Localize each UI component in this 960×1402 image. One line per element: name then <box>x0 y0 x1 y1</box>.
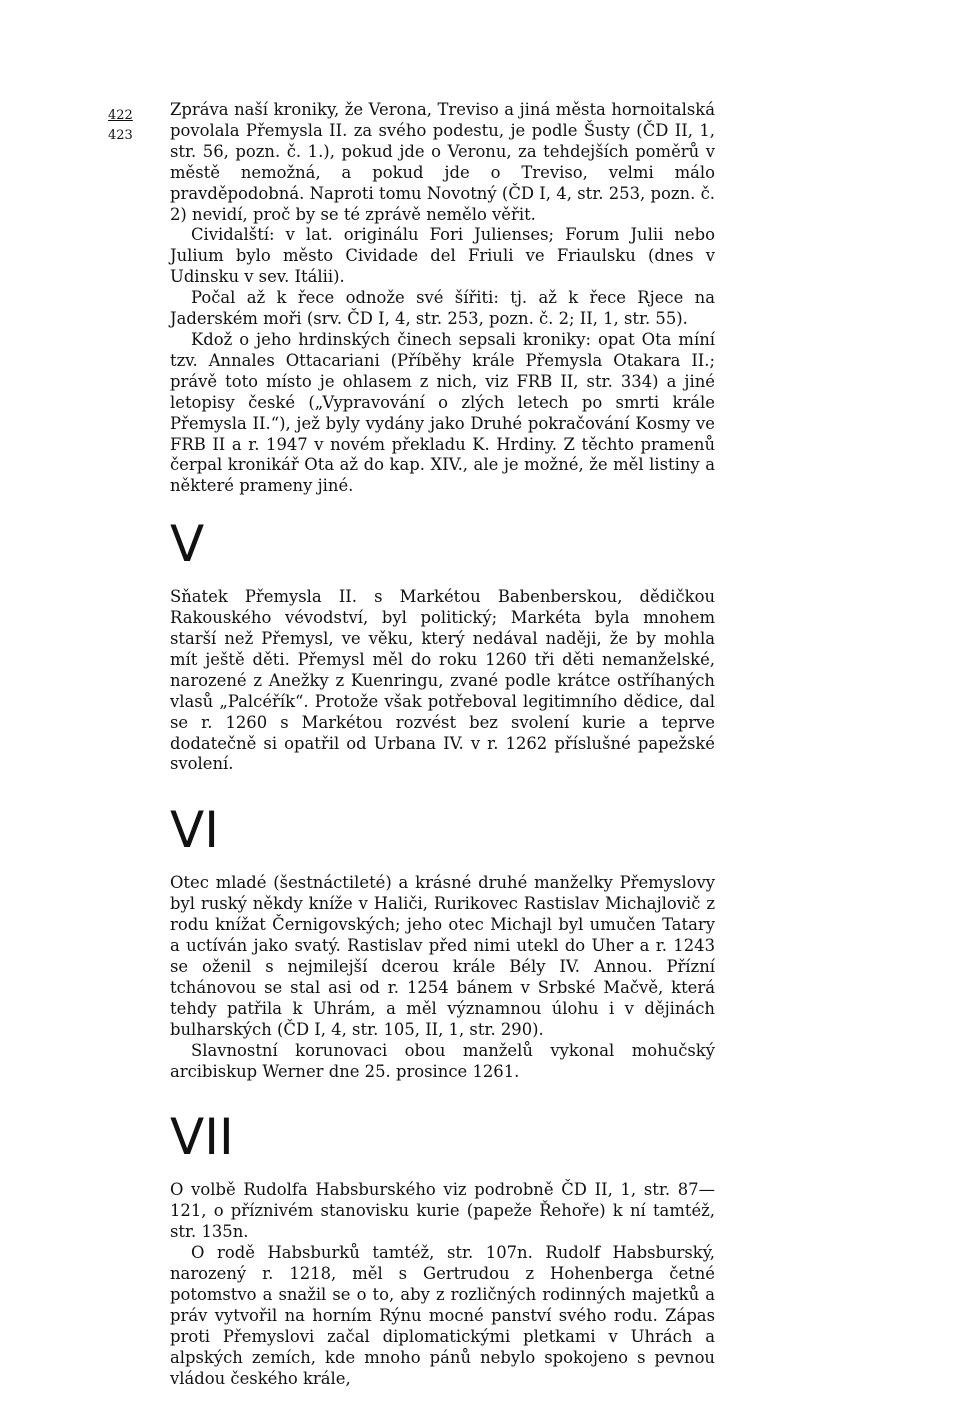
margin-page-numbers <box>108 106 133 146</box>
section-heading: VI <box>170 801 219 860</box>
paragraph: Sňatek Přemysla II. s Markétou Babenberskou, dědičkou Rakouského vévodství, byl politický; Markéta byla mnohem starší než Přemysl, ve věku, který nedával naději, že by mohla mít ještě děti. Přemysl měl do roku 1260 tři děti nemanželské, narozené z Anežky z Kuenringu, zvané podle krátce ostříhaných vlasů „Palcéřík“. Protože však potřeboval legitimního dědice, dal se r. 1260 s Markétou rozvést bez svolení kurie a teprve dodatečně si opatřil od Urbana IV. v r. 1262 příslušné papežské svolení. <box>170 587 715 774</box>
paragraph: Počal až k řece odnože své šířiti: tj. až k řece Rjece na Jaderském moři (srv. ČD I, 4, str. 253, pozn. č. 2; II, 1, str. 55). <box>170 288 715 329</box>
notes-section-iv <box>170 100 715 497</box>
section-heading: VII <box>170 1108 234 1167</box>
paragraph: O rodě Habsburků tamtéž, str. 107n. Rudolf Habsburský, narozený r. 1218, měl s Gertrudou z Hohenberga četné potomstvo a snažil se o to, aby z rozličných rodinných majetků a práv vytvořil na horním Rýnu mocné panství svého rodu. Zápas proti Přemyslovi začal diplomatickými pletkami v Uhrách a alpských zemích, kde mnoho pánů nebylo spokojeno s pevnou vládou českého krále, <box>170 1243 715 1388</box>
paragraph: Slavnostní korunovaci obou manželů vykonal mohučský arcibiskup Werner dne 25. prosince 1261. <box>170 1040 715 1081</box>
notes-section-v <box>170 515 715 775</box>
notes-section-vi <box>170 801 715 1082</box>
notes-section-vii <box>170 1108 715 1389</box>
paragraph: Cividalští: v lat. originálu Fori Julienses; Forum Julii nebo Julium bylo město Cividade del Friuli ve Friaulsku (dnes v Udinsku v sev. Itálii). <box>170 225 715 287</box>
paragraph: Zpráva naší kroniky, že Verona, Treviso a jiná města hornoitalská povolala Přemysla II. za svého podestu, je podle Šusty (ČD II, 1, str. 56, pozn. č. 1.), pokud jde o Veronu, za tehdejších poměrů v městě nemožná, a pokud jde o Treviso, velmi málo pravděpodobná. Naproti tomu Novotný (ČD I, 4, str. 253, pozn. č. 2) nevidí, proč by se té zprávě nemělo věřit. <box>170 100 715 224</box>
paragraph: O volbě Rudolfa Habsburského viz podrobně ČD II, 1, str. 87—121, o příznivém stanovisku kurie (papeže Řehoře) k ní tamtéž, str. 135n. <box>170 1180 715 1242</box>
paragraph: Kdož o jeho hrdinských činech sepsali kroniky: opat Ota míní tzv. Annales Ottacariani (Příběhy krále Přemysla Otakara II.; právě toto místo je ohlasem z nich, viz FRB II, str. 334) a jiné letopisy české („Vypravování o zlých letech po smrti krále Přemysla II.“), jež byly vydány jako Druhé pokračování Kosmy ve FRB II a r. 1947 v novém překladu K. Hrdiny. Z těchto pramenů čerpal kronikář Ota až do kap. XIV., ale je možné, že měl listiny a některé prameny jiné. <box>170 329 715 496</box>
section-heading: V <box>170 515 205 574</box>
margin-page-number: 423 <box>108 128 133 143</box>
margin-page-number: 422 <box>108 108 133 123</box>
paragraph: Otec mladé (šestnáctileté) a krásné druhé manželky Přemyslovy byl ruský někdy kníže v Haliči, Rurikovec Rastislav Michajlovič z rodu knížat Černigovských; jeho otec Michajl byl umučen Tatary a uctíván jako svatý. Rastislav před nimi utekl do Uher a r. 1243 se oženil s nejmilejší dcerou krále Bély IV. Annou. Přízní tchánovou se stal asi od r. 1254 bánem v Srbské Mačvě, která tehdy patřila k Uhrám, a měl významnou úlohu i v dějinách bulharských (ČD I, 4, str. 105, II, 1, str. 290). <box>170 873 715 1039</box>
notes-text <box>170 100 715 1390</box>
